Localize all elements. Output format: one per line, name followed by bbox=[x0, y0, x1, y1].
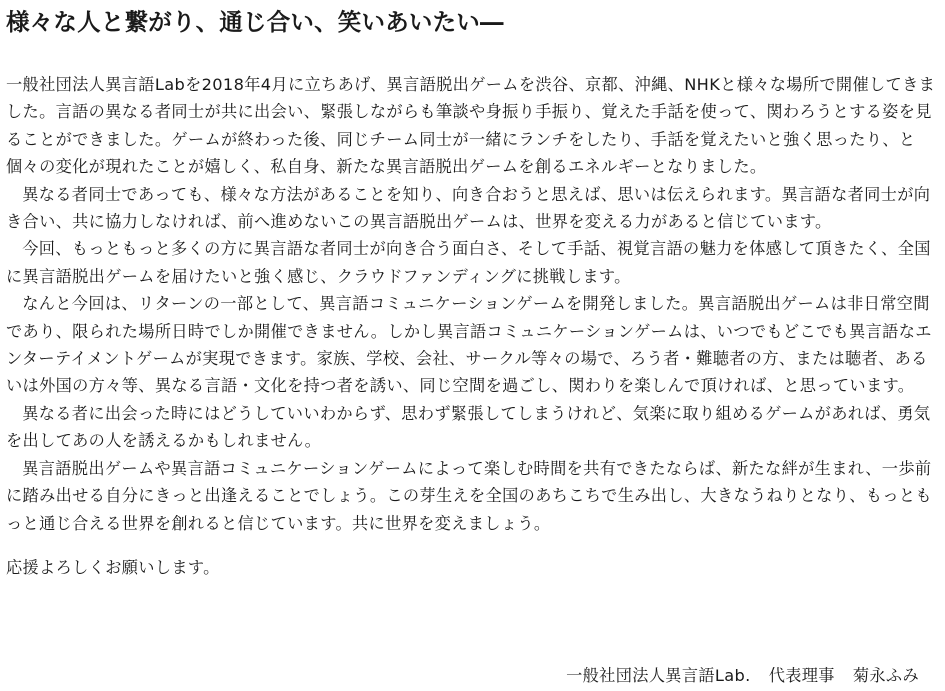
closing-line: 応援よろしくお願いします。 bbox=[6, 557, 220, 577]
paragraph: 今回、もっともっと多くの方に異言語な者同士が向き合う面白さ、そして手話、視覚言語の魅力を体感して頂きたく、全国に異言語脱出ゲームを届けたいと強く感じ、クラウドファンディングに挑戦します。 bbox=[6, 239, 931, 286]
document-body bbox=[6, 71, 939, 537]
paragraph: なんと今回は、リターンの一部として、異言語コミュニケーションゲームを開発しました。異言語脱出ゲームは非日常空間であり、限られた場所日時でしか開催できません。しかし異言語コミュニケーションゲームは、いつでもどこでも異言語なエンターテイメントゲームが実現できます。家族、学校、会社、サークル等々の場で、ろう者・難聴者の方、または聴者、あるいは外国の方々等、異なる言語・文化を持つ者を誘い、同じ空間を過ごし、関わりを楽しんで頂ければ、と思っています。 bbox=[6, 294, 932, 396]
paragraph: 一般社団法人異言語Labを2018年4月に立ちあげ、異言語脱出ゲームを渋谷、京都、沖縄、NHKと様々な場所で開催してきました。言語の異なる者同士が共に出会い、緊張しながらも筆談や身振り手振り、覚えた手話を使って、関わろうとする姿を見ることができました。ゲームが終わった後、同じチーム同士が一緒にランチをしたり、手話を覚えたいと強く思ったり、と個々の変化が現れたことが嬉しく、私自身、新たな異言語脱出ゲームを創るエネルギーとなりました。 bbox=[6, 75, 936, 177]
signature bbox=[566, 664, 919, 688]
signature-role: 代表理事 bbox=[768, 666, 835, 685]
paragraph: 異なる者同士であっても、様々な方法があることを知り、向き合おうと思えば、思いは伝えられます。異言語な者同士が向き合い、共に協力しなければ、前へ進めないこの異言語脱出ゲームは、世界を変える力があると信じています。 bbox=[6, 184, 931, 232]
paragraph: 異なる者に出会った時にはどうしていいわからず、思わず緊張してしまうけれど、気楽に取り組めるゲームがあれば、勇気を出してあの人を誘えるかもしれません。 bbox=[6, 403, 931, 451]
paragraph: 異言語脱出ゲームや異言語コミュニケーションゲームによって楽しむ時間を共有できたならば、新たな絆が生まれ、一歩前に踏み出せる自分にきっと出逢えることでしょう。この芽生えを全国のあちこちで生み出し、大きなうねりとなり、もっともっと通じ合える世界を創れると信じています。共に世界を変えましょう。 bbox=[6, 458, 932, 533]
page-title: 様々な人と繋がり、通じ合い、笑いあいたい― bbox=[6, 8, 504, 36]
signature-name: 菊永ふみ bbox=[852, 666, 919, 685]
signature-organization: 一般社団法人異言語Lab. bbox=[566, 666, 751, 685]
